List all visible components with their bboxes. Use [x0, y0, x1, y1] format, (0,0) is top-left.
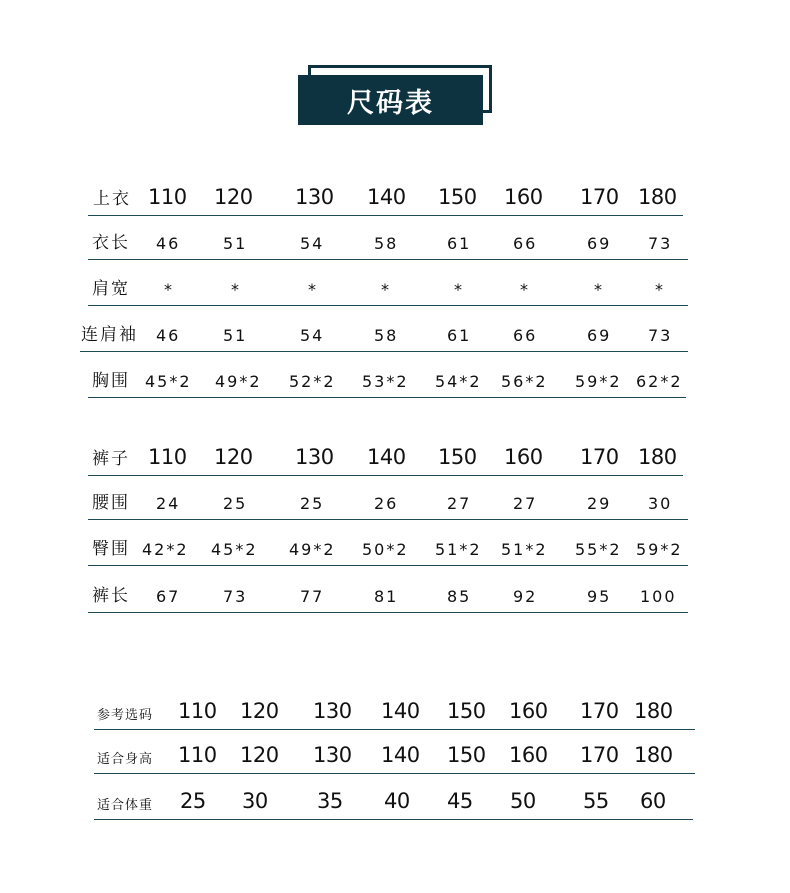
table-cell: 51: [223, 234, 248, 253]
table-row: [94, 780, 693, 820]
table-cell: 27: [513, 494, 538, 513]
table-cell: 77: [300, 587, 325, 606]
page-title: 尺码表: [298, 75, 483, 125]
table-cell: 180: [634, 743, 673, 767]
table-cell: 73: [648, 234, 673, 253]
row-label: 上衣: [93, 189, 131, 209]
table-cell: 69: [587, 234, 612, 253]
table-cell: 92: [513, 587, 538, 606]
size-header: 140: [367, 445, 406, 469]
table-cell: 67: [156, 587, 181, 606]
table-cell: 35: [317, 789, 343, 813]
row-label: 臀围: [92, 539, 130, 559]
table-cell: 56*2: [501, 372, 548, 391]
table-row: [94, 690, 695, 730]
table-cell: 45: [447, 789, 473, 813]
table-cell: 170: [580, 699, 619, 723]
table-cell: 50: [510, 789, 536, 813]
table-row: [80, 312, 688, 352]
table-cell: 66: [513, 326, 538, 345]
size-header: 140: [367, 185, 406, 209]
table-cell: 45*2: [145, 372, 192, 391]
row-label: 参考选码: [97, 708, 154, 723]
row-divider: [88, 305, 688, 306]
row-divider: [80, 351, 688, 352]
table-cell: 95: [587, 587, 612, 606]
table-cell: 160: [509, 699, 548, 723]
table-cell: 110: [178, 699, 217, 723]
row-label: 胸围: [92, 371, 130, 391]
table-row: [88, 266, 688, 306]
table-row: [94, 734, 695, 774]
table-cell: 59*2: [575, 372, 622, 391]
table-cell: 46: [156, 326, 181, 345]
row-label: 裤长: [92, 586, 130, 606]
size-header: 170: [580, 445, 619, 469]
table-cell: 51*2: [435, 540, 482, 559]
size-header: 170: [580, 185, 619, 209]
table-cell: 73: [648, 326, 673, 345]
table-cell: 81: [374, 587, 399, 606]
size-header: 130: [295, 445, 334, 469]
table-cell: 120: [240, 743, 279, 767]
table-row: [88, 526, 688, 566]
table-cell: 52*2: [289, 372, 336, 391]
size-header: 120: [214, 445, 253, 469]
table-cell: *: [454, 280, 464, 299]
table-cell: 24: [156, 494, 181, 513]
table-cell: 51*2: [501, 540, 548, 559]
table-cell: 45*2: [211, 540, 258, 559]
table-cell: 46: [156, 234, 181, 253]
table-cell: 49*2: [289, 540, 336, 559]
table-cell: 29: [587, 494, 612, 513]
table-cell: 59*2: [636, 540, 683, 559]
row-label: 裤子: [92, 449, 130, 469]
table-cell: 40: [384, 789, 410, 813]
table-cell: 25: [180, 789, 206, 813]
pants-table-header-row: [88, 436, 683, 476]
table-cell: *: [231, 280, 241, 299]
table-cell: 30: [242, 789, 268, 813]
table-cell: 53*2: [362, 372, 409, 391]
table-cell: 25: [223, 494, 248, 513]
row-label: 连肩袖: [81, 325, 138, 345]
table-cell: 55*2: [575, 540, 622, 559]
table-cell: *: [594, 280, 604, 299]
table-cell: 110: [178, 743, 217, 767]
table-cell: 100: [640, 587, 677, 606]
table-cell: 160: [509, 743, 548, 767]
table-cell: 130: [313, 699, 352, 723]
table-cell: 140: [381, 743, 420, 767]
table-cell: 26: [374, 494, 399, 513]
table-cell: *: [520, 280, 530, 299]
size-header: 110: [148, 445, 187, 469]
row-divider: [88, 475, 683, 476]
row-divider: [88, 519, 688, 520]
size-header: 150: [438, 185, 477, 209]
table-cell: 51: [223, 326, 248, 345]
row-divider: [88, 612, 688, 613]
size-header: 160: [504, 445, 543, 469]
size-header: 130: [295, 185, 334, 209]
table-cell: 42*2: [142, 540, 189, 559]
row-label: 肩宽: [92, 279, 130, 299]
table-cell: 25: [300, 494, 325, 513]
row-divider: [88, 259, 688, 260]
table-cell: 58: [374, 234, 399, 253]
table-cell: *: [164, 280, 174, 299]
table-row: [88, 220, 688, 260]
table-cell: 54: [300, 234, 325, 253]
table-row: [88, 573, 688, 613]
size-header: 160: [504, 185, 543, 209]
size-header: 180: [638, 185, 677, 209]
table-cell: *: [308, 280, 318, 299]
table-cell: 85: [447, 587, 472, 606]
table-cell: 73: [223, 587, 248, 606]
table-cell: 60: [640, 789, 666, 813]
table-cell: 150: [447, 743, 486, 767]
table-cell: 27: [447, 494, 472, 513]
row-divider: [94, 773, 695, 774]
table-cell: 180: [634, 699, 673, 723]
row-label: 适合体重: [97, 798, 154, 813]
table-cell: 54: [300, 326, 325, 345]
table-cell: 130: [313, 743, 352, 767]
row-divider: [94, 729, 695, 730]
size-header: 120: [214, 185, 253, 209]
table-cell: 150: [447, 699, 486, 723]
row-divider: [94, 819, 693, 820]
table-cell: 120: [240, 699, 279, 723]
table-cell: 49*2: [215, 372, 262, 391]
size-header: 110: [148, 185, 187, 209]
row-divider: [88, 565, 688, 566]
table-cell: 54*2: [435, 372, 482, 391]
row-divider: [88, 215, 683, 216]
table-cell: 66: [513, 234, 538, 253]
top-table-header-row: [88, 176, 683, 216]
table-cell: *: [381, 280, 391, 299]
row-label: 衣长: [92, 233, 130, 253]
table-cell: 61: [447, 234, 472, 253]
row-label: 腰围: [92, 493, 130, 513]
title-banner: [298, 62, 498, 126]
table-cell: *: [655, 280, 665, 299]
table-cell: 50*2: [362, 540, 409, 559]
table-row: [88, 358, 686, 398]
size-header: 150: [438, 445, 477, 469]
table-cell: 55: [583, 789, 609, 813]
table-cell: 58: [374, 326, 399, 345]
table-cell: 30: [648, 494, 673, 513]
row-label: 适合身高: [97, 752, 154, 767]
table-cell: 69: [587, 326, 612, 345]
table-cell: 140: [381, 699, 420, 723]
table-cell: 62*2: [636, 372, 683, 391]
table-cell: 61: [447, 326, 472, 345]
row-divider: [88, 397, 686, 398]
table-cell: 170: [580, 743, 619, 767]
size-header: 180: [638, 445, 677, 469]
table-row: [88, 480, 688, 520]
